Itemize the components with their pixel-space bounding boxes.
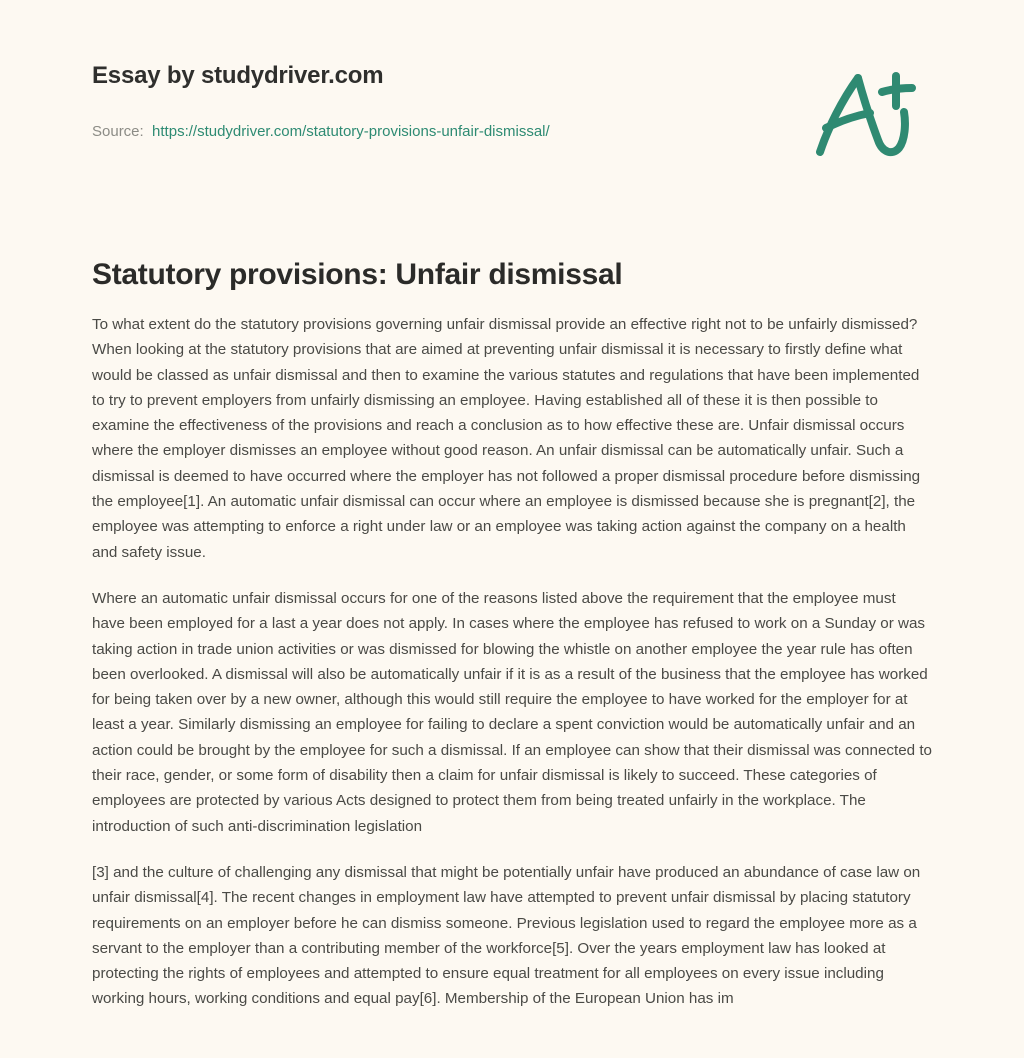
essay-body — [92, 312, 932, 1012]
brand-block — [92, 62, 383, 91]
page-title: Statutory provisions: Unfair dismissal — [92, 258, 623, 291]
brand-title: Essay by studydriver.com — [92, 62, 384, 89]
page-header — [0, 0, 1024, 200]
source-label: Source: — [92, 123, 144, 140]
a-plus-logo — [806, 66, 926, 162]
a-plus-logo-icon — [806, 66, 926, 162]
body-paragraph: [3] and the culture of challenging any dismissal that might be potentially unfair have produced an abundance of case law on unfair dismissal[4]. The recent changes in employment law have attempted to prevent unfair dismissal by placing statutory requirements on an employer before he can dismiss someone. Previous legislation used to regard the employee more as a servant to the employer than a contributing member of the workforce[5]. Over the years employment law has looked at protecting the rights of employees and attempted to ensure equal treatment for all employees on every issue including working hours, working conditions and equal pay[6]. Membership of the European Union has im — [92, 863, 921, 1008]
source-line — [92, 123, 550, 140]
body-paragraph: To what extent do the statutory provisions governing unfair dismissal provide an effective right not to be unfairly dismissed? When looking at the statutory provisions that are aimed at preventing unfair dismissal it is necessary to firstly define what would be classed as unfair dismissal and then to examine the various statutes and regulations that have been implemented to try to prevent employers from unfairly dismissing an employee. Having established all of these it is then possible to examine the effectiveness of the provisions and reach a conclusion as to how effective these are. Unfair dismissal occurs where the employer dismisses an employee without good reason. An unfair dismissal can be automatically unfair. Such a dismissal is deemed to have occurred where the employer has not followed a proper dismissal procedure before dismissing the employee[1]. An automatic unfair dismissal can occur where an employee is dismissed because she is pregnant[2], the employee was attempting to enforce a right under law or an employee was taking action against the company on a health and safety issue. — [92, 316, 921, 561]
body-paragraph: Where an automatic unfair dismissal occurs for one of the reasons listed above the requirement that the employee must have been employed for a last a year does not apply. In cases where the employee has refused to work on a Sunday or was taking action in trade union activities or was dismissed for blowing the whistle on another employee the year rule has often been overlooked. A dismissal will also be automatically unfair if it is as a result of the business that the employee has worked for being taken over by a new owner, although this would still require the employee to have worked for the employer for at least a year. Similarly dismissing an employee for failing to declare a spent conviction would be automatically unfair and an action could be brought by the employee for such a dismissal. If an employee can show that their dismissal was connected to their race, gender, or some form of disability then a claim for unfair dismissal is likely to succeed. These categories of employees are protected by various Acts designed to protect them from being treated unfairly in the workplace. The introduction of such anti-discrimination legislation — [92, 589, 932, 835]
source-url-link[interactable]: https://studydriver.com/statutory-provisions-unfair-dismissal/ — [152, 123, 550, 140]
